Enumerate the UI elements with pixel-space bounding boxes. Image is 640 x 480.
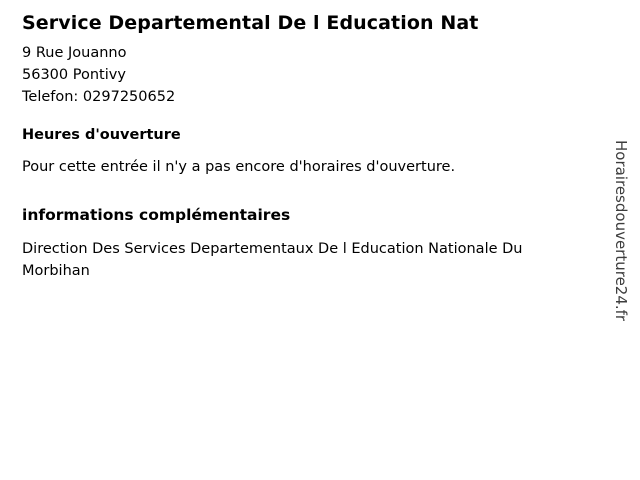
- document-content: [22, 10, 592, 282]
- page-title: Service Departemental De l Education Nat: [22, 12, 479, 34]
- watermark-text: Horairesdouverture24.fr: [612, 140, 630, 322]
- address-phone: Telefon: 0297250652: [22, 89, 176, 105]
- watermark: [612, 140, 632, 440]
- additional-info-text: Direction Des Services Departementaux De l Education Nationale Du Morbihan: [22, 241, 523, 279]
- address-city: 56300 Pontivy: [22, 67, 126, 83]
- opening-hours-heading: Heures d'ouverture: [22, 127, 181, 143]
- opening-hours-text: Pour cette entrée il n'y a pas encore d'horaires d'ouverture.: [22, 159, 456, 175]
- address-street: 9 Rue Jouanno: [22, 45, 127, 61]
- address-block: [22, 42, 592, 108]
- additional-info-heading: informations complémentaires: [22, 206, 291, 224]
